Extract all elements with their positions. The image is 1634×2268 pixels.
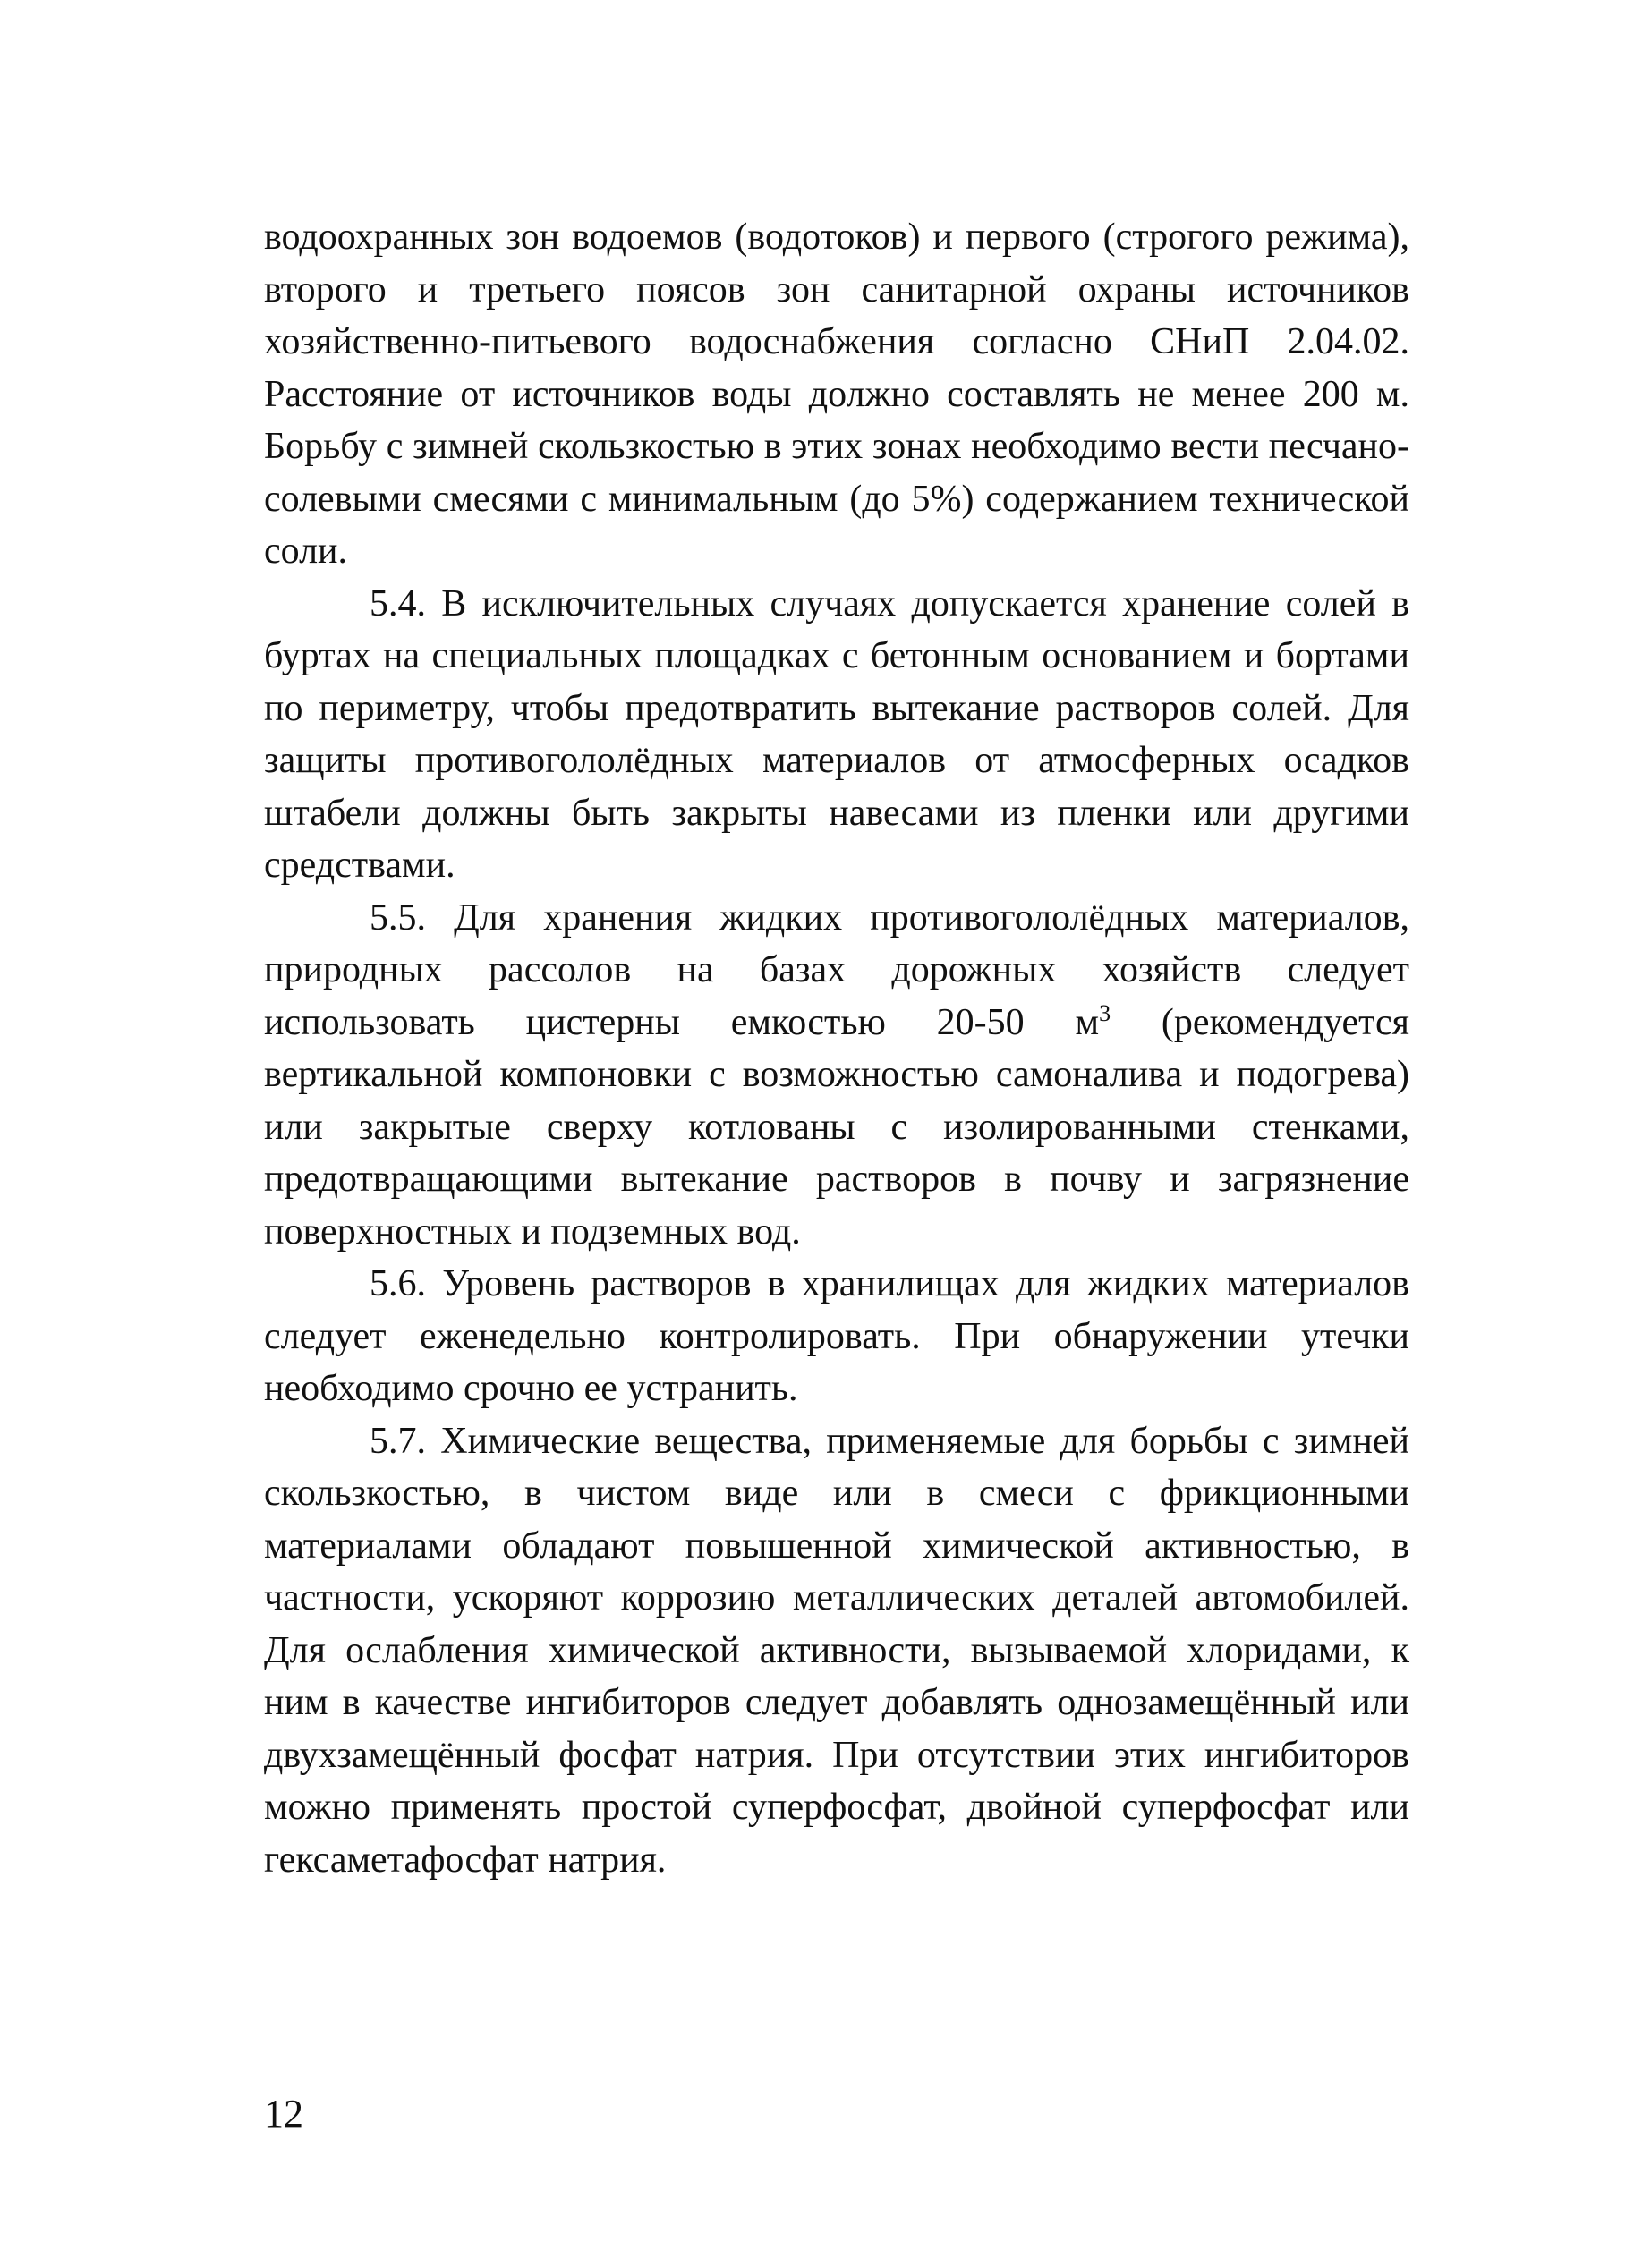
paragraph-continuation: водоохранных зон водоемов (водотоков) и первого (строгого режима), второго и третьего поясов зон санитарной охраны источников хозяйственно-питьевого водоснабжения согласно СНиП 2.04.02. Расстояние от источников воды должно составлять не менее 200 м. Борьбу с зимней скользкостью в этих зонах необходимо вести песчано-солевыми смесями с минимальным (до 5%) содержанием технической соли. — [264, 217, 1409, 572]
page-number: 12 — [264, 2092, 303, 2136]
paragraph-5-6: 5.6. Уровень растворов в хранилищах для жидких материалов следует еженедельно контролировать. При обнаружении утечки необходимо срочно ее устранить. — [264, 1263, 1409, 1409]
paragraph-5-5-text-end: (рекомендуется вертикальной компоновки с возможностью самоналива и подогрева) или закрытые сверху котлованы с изолированными стенками, предотвращающими вытекание растворов в почву и загрязнение поверхностных и подземных вод. — [264, 1001, 1409, 1253]
cubic-superscript: 3 — [1099, 999, 1111, 1026]
paragraph-5-5-text-start: 5.5. Для хранения жидких противогололёдных материалов, природных рассолов на базах дорожных хозяйств следует использовать цистерны емкостью 20-50 м — [264, 896, 1409, 1043]
paragraph-5-4: 5.4. В исключительных случаях допускается хранение солей в буртах на специальных площадках с бетонным основанием и бортами по периметру, чтобы предотвратить вытекание растворов солей. Для защиты противогололёдных материалов от атмосферных осадков штабели должны быть закрыты навесами из пленки или другими средствами. — [264, 582, 1409, 886]
body-text — [264, 211, 1409, 1886]
paragraph-5-5 — [264, 892, 1409, 1259]
paragraph-5-7: 5.7. Химические вещества, применяемые для борьбы с зимней скользкостью, в чистом виде или в смеси с фрикционными материалами обладают повышенной химической активностью, в частности, ускоряют коррозию металлических деталей автомобилей. Для ослабления химической активности, вызываемой хлоридами, к ним в качестве ингибиторов следует добавлять однозамещённый или двухзамещённый фосфат натрия. При отсутствии этих ингибиторов можно применять простой суперфосфат, двойной суперфосфат или гексаметафосфат натрия. — [264, 1420, 1409, 1881]
